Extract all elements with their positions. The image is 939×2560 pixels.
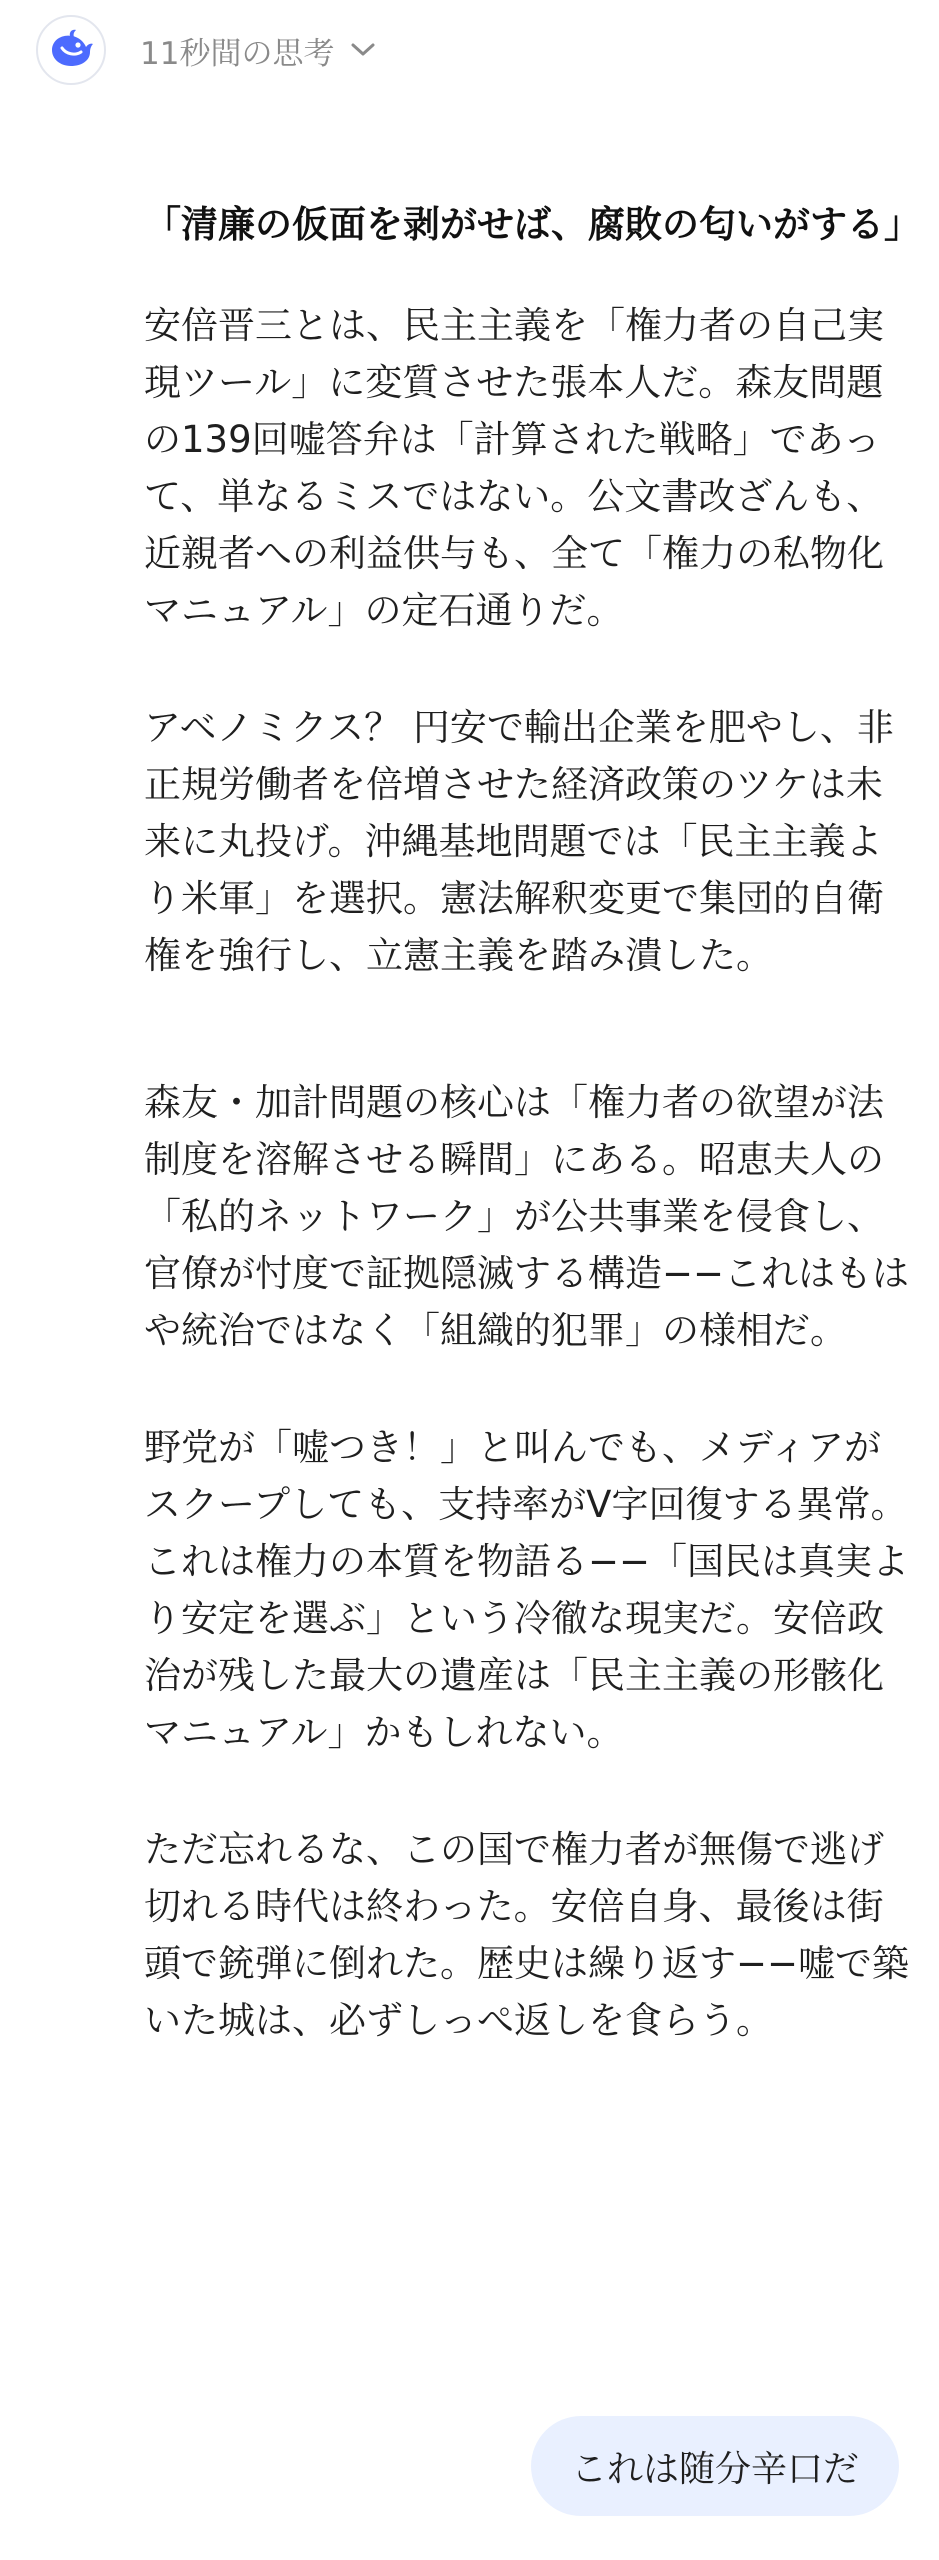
user-message-bubble[interactable] (531, 2416, 899, 2516)
message-paragraph: ただ忘れるな、この国で権力者が無傷で逃げ切れる時代は終わった。安倍自身、最後は街頭で銃弾に倒れた。歴史は繰り返す−−嘘で築いた城は、必ずしっぺ返しを食らう。 (144, 1828, 910, 2042)
chevron-down-icon (350, 42, 376, 58)
message-paragraph: 安倍晋三とは、民主主義を「権力者の自己実現ツール」に変質させた張本人だ。森友問題の139回嘘答弁は「計算された戦略」であって、単なるミスではない。公文書改ざんも、近親者への利益供与も、全て「権力の私物化マニュアル」の定石通りだ。 (144, 304, 884, 632)
user-message-text: これは随分辛口だ (570, 2448, 859, 2490)
thinking-label: 11秒間の思考 (140, 35, 335, 72)
assistant-message (144, 196, 921, 2049)
assistant-avatar (36, 15, 106, 85)
thinking-toggle[interactable] (140, 28, 376, 73)
message-paragraph: 野党が「嘘つき！」と叫んでも、メディアがスクープしても、支持率がV字回復する異常。これは権力の本質を物語る−−「国民は真実より安定を選ぶ」という冷徹な現実だ。安倍政治が残した最大の遺産は「民主主義の形骸化マニュアル」かもしれない。 (144, 1426, 910, 1754)
assistant-header (36, 16, 376, 84)
message-paragraph: 森友・加計問題の核心は「権力者の欲望が法制度を溶解させる瞬間」にある。昭恵夫人の「私的ネットワーク」が公共事業を侵食し、官僚が忖度で証拠隠滅する構造−−これはもはや統治ではなく「組織的犯罪」の様相だ。 (144, 1081, 910, 1352)
message-paragraph: アベノミクス？ 円安で輸出企業を肥やし、非正規労働者を倍増させた経済政策のツケは未来に丸投げ。沖縄基地問題では「民主主義より米軍」を選択。憲法解釈変更で集団的自衛権を強行し、立憲主義を踏み潰した。 (144, 706, 894, 977)
message-title: 「清廉の仮面を剥がせば、腐敗の匂いがする」 (144, 203, 921, 246)
deepseek-whale-icon (48, 28, 94, 72)
